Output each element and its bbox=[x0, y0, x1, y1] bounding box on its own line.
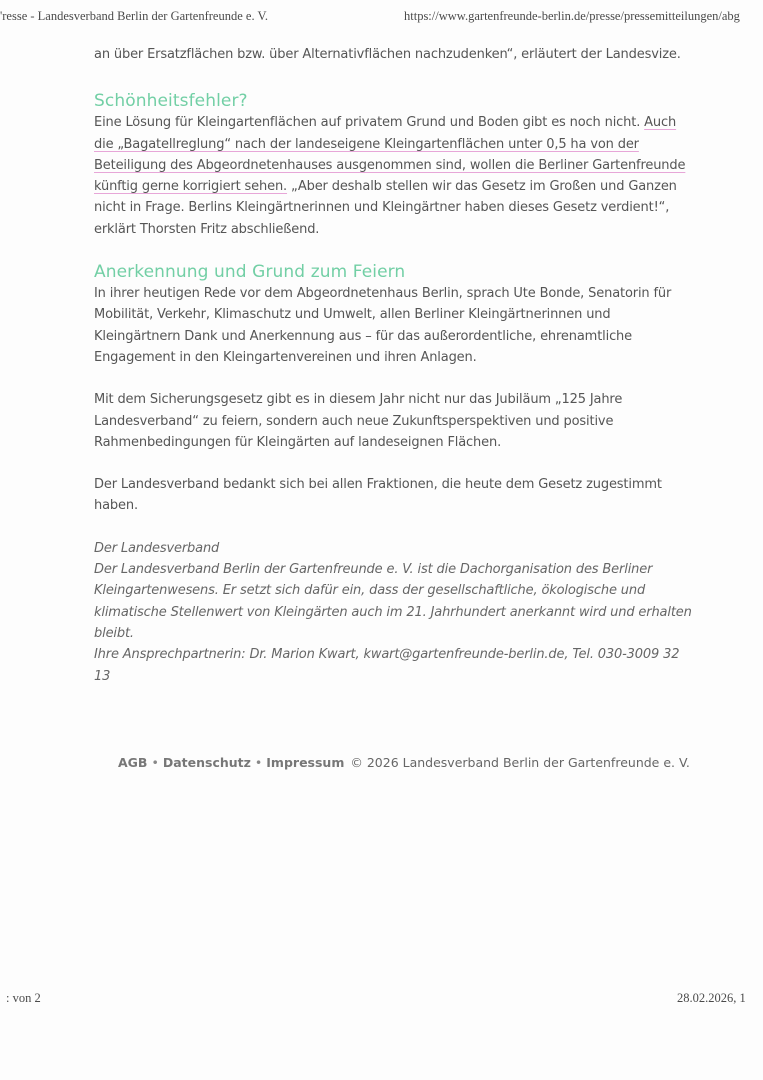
about-box bbox=[94, 538, 694, 687]
section-heading: Schönheitsfehler? bbox=[94, 91, 248, 112]
lead-paragraph-tail: an über Ersatzflächen bzw. über Alternativflächen nachzudenken“, erläutert der Landesvize. bbox=[94, 47, 681, 62]
about-text: Der Landesverband Berlin der Gartenfreunde e. V. ist die Dachorganisation des Berliner Kleingartenwesens. Er setzt sich dafür ein, dass der gesellschaftliche, ökologische und klimatische Stellenwert von Kleingärten auch im 21. Jahrhundert anerkannt wird und erhalten bleibt. bbox=[94, 562, 692, 641]
print-date: 28.02.2026, 1 bbox=[677, 991, 746, 1005]
paragraph-text: „Aber deshalb stellen wir das Gesetz im Großen und Ganzen nicht in Frage. Berlins Kleingärtnerinnen und Kleingärtner haben dieses Gesetz verdient!“, erklärt Thorsten Fritz abschließend. bbox=[94, 179, 677, 237]
section-anerkennung bbox=[94, 261, 694, 517]
paragraph-text: Eine Lösung für Kleingartenflächen auf privatem Grund und Boden gibt es noch nicht. bbox=[94, 115, 645, 131]
paragraph: Mit dem Sicherungsgesetz gibt es in diesem Jahr nicht nur das Jubiläum „125 Jahre Landesverband“ zu feiern, sondern auch neue Zukunftsperspektiven und positive Rahmenbedingungen für Kleingärten auf landeseignen Flächen. bbox=[94, 392, 623, 450]
agb-link[interactable]: AGB bbox=[118, 755, 148, 770]
section-heading: Anerkennung und Grund zum Feiern bbox=[94, 262, 406, 283]
article-content bbox=[94, 44, 694, 687]
print-header-url: https://www.gartenfreunde-berlin.de/presse/pressemitteilungen/abg bbox=[404, 9, 740, 23]
about-title: Der Landesverband bbox=[94, 540, 220, 556]
separator: • bbox=[151, 755, 159, 770]
about-contact: Ihre Ansprechpartnerin: Dr. Marion Kwart, kwart@gartenfreunde-berlin.de, Tel. 030-3009 32 13 bbox=[94, 647, 680, 684]
highlighted-text: Auch die „Bagatellreglung“ nach der landeseigene Kleingartenflächen unter 0,5 ha von der Beteiligung des Abgeordnetenhauses ausgenommen sind, wollen die Berliner Gartenfreunde künftig gerne korrigiert sehen. bbox=[94, 115, 686, 195]
site-footer bbox=[118, 755, 690, 770]
impressum-link[interactable]: Impressum bbox=[266, 755, 345, 770]
print-header bbox=[0, 9, 763, 27]
separator: • bbox=[254, 755, 263, 770]
print-footer bbox=[0, 991, 763, 1009]
section-schoenheitsfehler bbox=[94, 90, 694, 240]
paragraph: Der Landesverband bedankt sich bei allen Fraktionen, die heute dem Gesetz zugestimmt haben. bbox=[94, 477, 662, 514]
page-number: : von 2 bbox=[6, 991, 41, 1005]
datenschutz-link[interactable]: Datenschutz bbox=[162, 755, 251, 770]
copyright: © 2026 Landesverband Berlin der Gartenfreunde e. V. bbox=[350, 755, 690, 770]
paragraph bbox=[94, 112, 694, 240]
print-header-title: 'resse - Landesverband Berlin der Gartenfreunde e. V. bbox=[0, 9, 269, 23]
paragraph: In ihrer heutigen Rede vor dem Abgeordnetenhaus Berlin, sprach Ute Bonde, Senatorin für Mobilität, Verkehr, Klimaschutz und Umwelt, allen Berliner Kleingärtnerinnen und Kleingärtnern Dank und Anerkennung aus – für das außerordentliche, ehrenamtliche Engagement in den Kleingartenvereinen und ihren Anlagen. bbox=[94, 286, 672, 365]
